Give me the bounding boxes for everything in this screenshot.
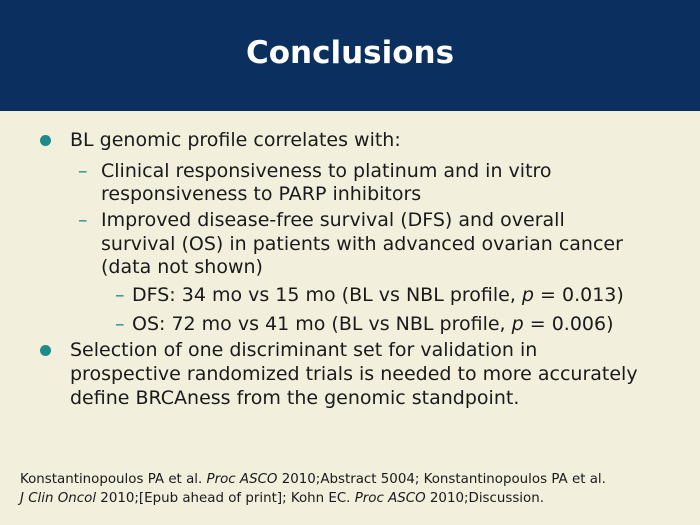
reference-text: 2010;[Epub ahead of print]; Kohn EC.	[96, 491, 355, 506]
sub-bullet-2-line-2: survival (OS) in patients with advanced ovarian cancer	[101, 233, 623, 255]
journal-name: J Clin Oncol	[20, 491, 97, 506]
reference-text: Konstantinopoulos PA et al.	[20, 472, 207, 487]
dfs-result-text: DFS: 34 mo vs 15 mo (BL vs NBL profile,	[132, 284, 522, 306]
os-p-value: = 0.006)	[523, 313, 614, 335]
journal-name: Proc ASCO	[206, 472, 278, 487]
dash-icon: –	[78, 160, 88, 182]
sub-bullet-1-line-1: Clinical responsiveness to platinum and in vitro	[101, 160, 552, 182]
reference-line-2	[20, 489, 544, 509]
dash-icon: –	[78, 209, 88, 231]
reference-text: 2010;Discussion.	[425, 491, 544, 506]
title-bar	[0, 0, 700, 111]
sub-bullet-1-line-2: responsiveness to PARP inhibitors	[101, 183, 422, 205]
os-result-text: OS: 72 mo vs 41 mo (BL vs NBL profile,	[132, 313, 512, 335]
bullet-dot-icon	[40, 135, 51, 146]
reference-line-1	[20, 470, 606, 490]
journal-name: Proc ASCO	[354, 491, 426, 506]
sub-bullet-2-line-1: Improved disease-free survival (DFS) and overall	[101, 209, 565, 231]
bullet-dot-icon	[40, 345, 51, 356]
bullet-1-text: BL genomic profile correlates with:	[70, 129, 401, 151]
reference-text: 2010;Abstract 5004; Konstantinopoulos PA et al.	[277, 472, 606, 487]
p-value-symbol: p	[511, 313, 524, 335]
bullet-2-line-2: prospective randomized trials is needed to more accurately	[70, 363, 638, 385]
dfs-result	[132, 283, 624, 307]
p-value-symbol: p	[521, 284, 534, 306]
bullet-2-line-3: define BRCAness from the genomic standpoint.	[70, 387, 520, 409]
os-result	[132, 312, 614, 336]
dash-icon: –	[115, 284, 125, 306]
sub-bullet-2-line-3: (data not shown)	[101, 256, 263, 278]
bullet-2-line-1: Selection of one discriminant set for validation in	[70, 339, 538, 361]
dash-icon: –	[115, 313, 125, 335]
dfs-p-value: = 0.013)	[533, 284, 624, 306]
slide-title: Conclusions	[245, 35, 455, 71]
